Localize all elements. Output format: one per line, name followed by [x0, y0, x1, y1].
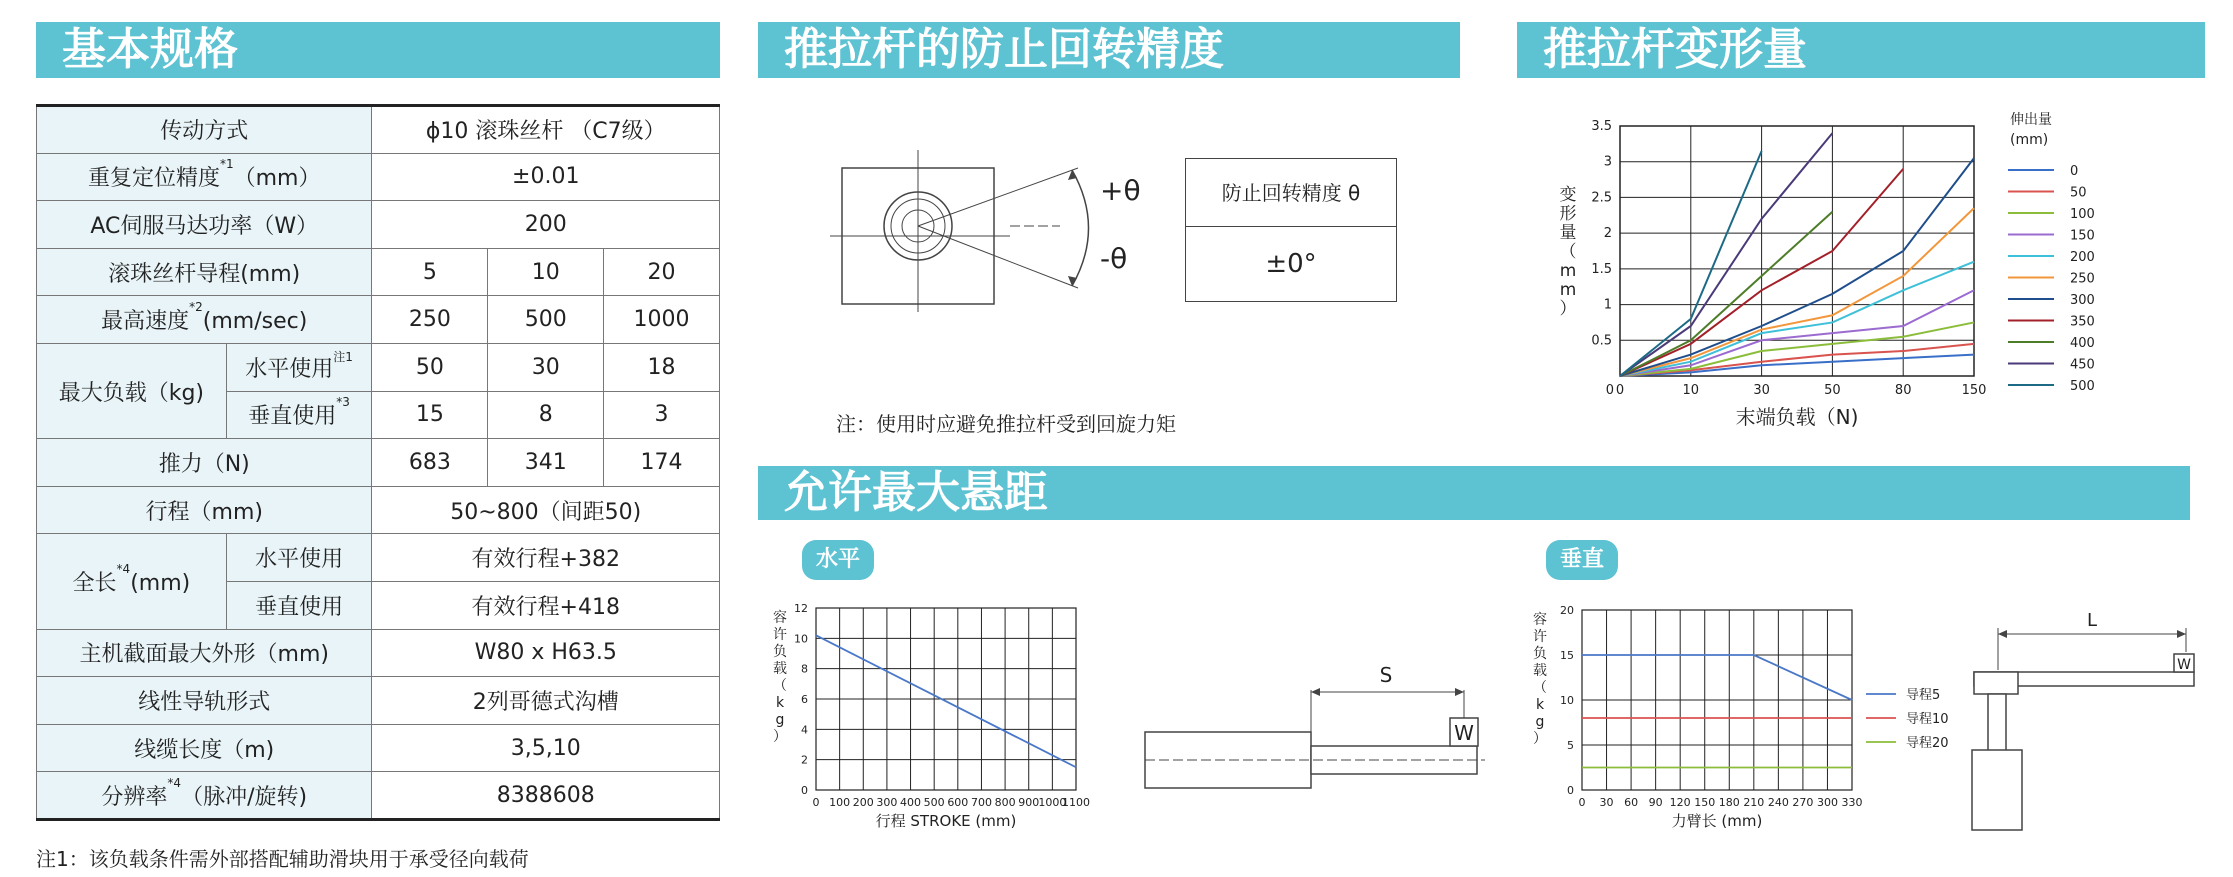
label-w: W: [2177, 657, 2191, 673]
y-axis-label-char: 变: [1559, 185, 1577, 205]
anti-rotation-diagram: [830, 140, 1150, 320]
horizontal-load-chart: [760, 590, 1140, 840]
y-axis-label-char: 许: [773, 627, 787, 643]
legend-label: 100: [2070, 207, 2095, 222]
motor-value: 200: [372, 201, 720, 249]
y-axis-label-char: ）: [1559, 299, 1577, 319]
footnote: 注1：该负载条件需外部搭配辅助滑块用于承受径向载荷: [36, 847, 529, 871]
x-tick-label: 30: [1599, 796, 1614, 809]
lead-5: 5: [372, 248, 488, 296]
speed-value: 500: [488, 296, 604, 344]
y-axis-label-char: m: [1559, 261, 1577, 281]
x-tick-label: 700: [970, 796, 992, 809]
x-tick-label: 80: [1894, 383, 1912, 398]
tag-vertical: 垂直: [1546, 540, 1618, 580]
vertical-overhang-diagram: [1960, 610, 2200, 840]
x-tick-label: 0: [812, 796, 820, 809]
legend-label: 500: [2070, 379, 2095, 394]
y-axis-label-char: 负: [1533, 646, 1547, 662]
x-tick-label: 300: [876, 796, 898, 809]
y-axis-label-char: 载: [1533, 663, 1547, 679]
y-tick-label: 20: [1560, 604, 1574, 617]
legend-label: 450: [2070, 357, 2095, 373]
s-arrow-right: [1455, 688, 1464, 696]
x-tick-label: 300: [1816, 796, 1838, 809]
vert-label: 垂直使用$^{*3}$: [226, 391, 372, 439]
length-label: 全长$^{*4}$(mm): [37, 534, 227, 629]
spec-table: [36, 104, 720, 821]
y-tick-label: 1.5: [1591, 261, 1612, 277]
tag-horizontal: 水平: [802, 540, 874, 580]
legend-label: 50: [2070, 185, 2087, 201]
y-axis-label-char: k: [1535, 697, 1545, 713]
vertical-load-chart: [1520, 590, 1960, 840]
x-tick-label: 1000: [1038, 796, 1067, 809]
thrust-value: 341: [488, 439, 604, 487]
y-tick-label: 3.5: [1591, 119, 1612, 134]
legend-title: (mm): [2010, 132, 2049, 148]
len-v-label: 垂直使用: [226, 581, 372, 629]
legend-label: 400: [2070, 336, 2095, 351]
x-tick-label: 150: [1694, 796, 1716, 809]
y-tick-label: 2: [1603, 226, 1612, 242]
y-tick-label: 0.5: [1591, 333, 1612, 349]
legend-label: 导程10: [1906, 712, 1949, 727]
y-axis-label-char: 容: [1533, 612, 1547, 628]
x-tick-label: 0: [1615, 383, 1625, 398]
y-axis-label-char: 容: [773, 610, 787, 626]
x-tick-label: 200: [852, 796, 874, 809]
y-axis-label-char: （: [1533, 680, 1547, 696]
x-tick-label: 120: [1669, 796, 1691, 809]
legend-label: 250: [2070, 271, 2095, 287]
angle-arc: [1072, 170, 1089, 286]
y-axis-label-char: 负: [773, 644, 787, 660]
guide-label: 线性导轨形式: [37, 677, 372, 725]
y-tick-label: 8: [801, 662, 808, 676]
len-h-label: 水平使用: [226, 534, 372, 582]
stroke-label: 行程（mm): [37, 486, 372, 534]
body-column: [1972, 750, 2022, 830]
y-axis-label-char: m: [1559, 280, 1577, 300]
lead-label: 滚珠丝杆导程(mm): [37, 248, 372, 296]
lead-20: 20: [604, 248, 720, 296]
legend-label: 300: [2070, 293, 2095, 308]
section-overhang: 允许最大悬距: [758, 466, 2190, 520]
legend-label: 150: [2070, 228, 2095, 244]
y-tick-label: 5: [1567, 739, 1574, 752]
y-axis-label-char: （: [773, 678, 787, 694]
len-v-value: 有效行程+418: [372, 581, 720, 629]
motor-label: AC伺服马达功率（W）: [37, 201, 372, 249]
section-deformation: 推拉杆变形量: [1517, 22, 2205, 78]
anti-rotation-note: 注：使用时应避免推拉杆受到回旋力矩: [836, 412, 1176, 436]
speed-label: 最高速度$^{*2}$(mm/sec): [37, 296, 372, 344]
horiz-value: 50: [372, 343, 488, 391]
section-value: W80 x H63.5: [372, 629, 720, 677]
drive-label: 传动方式: [37, 106, 372, 154]
x-tick-label: 180: [1718, 796, 1740, 809]
y-axis-label-char: ）: [1533, 731, 1547, 747]
thrust-label: 推力（N): [37, 439, 372, 487]
x-tick-label: 500: [923, 796, 945, 809]
x-tick-label: 50: [1824, 383, 1841, 398]
y-tick-label: 0: [1567, 784, 1574, 797]
y-tick-label: 2.5: [1591, 190, 1612, 206]
y-axis-label-char: ）: [773, 729, 787, 745]
cable-label: 线缆长度（m): [37, 724, 372, 772]
legend-label: 350: [2070, 314, 2095, 330]
l-arrow-right: [2177, 630, 2186, 638]
y-axis-label-char: 量: [1559, 223, 1577, 243]
x-axis-label: 力臂长 (mm): [1671, 812, 1763, 830]
y-axis-label-char: g: [1535, 714, 1545, 730]
legend-label: 0: [2070, 164, 2079, 179]
y-axis-label-char: （: [1559, 242, 1577, 262]
x-axis-label: 末端负载（N): [1735, 405, 1859, 429]
y-axis-label-char: 载: [773, 661, 787, 677]
y-tick-label: 1: [1603, 297, 1612, 313]
y-axis-label-char: 形: [1559, 204, 1577, 224]
x-tick-label: 210: [1743, 796, 1765, 809]
minus-theta: -θ: [1100, 242, 1128, 275]
horiz-value: 18: [604, 343, 720, 391]
horiz-label: 水平使用$^{注1}$: [226, 343, 372, 391]
resolution-value: 8388608: [372, 772, 720, 820]
y-tick-label: 10: [1560, 694, 1574, 707]
s-arrow-left: [1311, 688, 1320, 696]
lead-10: 10: [488, 248, 604, 296]
x-tick-label: 330: [1841, 796, 1863, 809]
y-axis-label-char: g: [775, 712, 785, 728]
x-tick-label: 0: [1578, 796, 1586, 809]
y-axis-label-char: 许: [1533, 629, 1547, 645]
horizontal-overhang-diagram: [1140, 660, 1490, 800]
legend-label: 导程20: [1906, 736, 1949, 751]
legend-title: 伸出量: [2010, 112, 2052, 128]
cable-value: 3,5,10: [372, 724, 720, 772]
y-tick-label: 3: [1603, 154, 1612, 170]
y-tick-label: 0: [801, 784, 808, 797]
vert-value: 8: [488, 391, 604, 439]
y-tick-label: 2: [801, 753, 808, 767]
x-tick-label: 240: [1767, 796, 1789, 809]
x-tick-label: 1100: [1062, 796, 1090, 809]
precision-box-value: ±0°: [1265, 249, 1317, 279]
y-tick-label: 4: [801, 723, 808, 737]
x-tick-label: 900: [1018, 796, 1040, 809]
legend-label: 200: [2070, 250, 2095, 265]
y-tick-label: 6: [801, 693, 808, 706]
plus-theta: +θ: [1100, 174, 1141, 207]
section-label: 主机截面最大外形（mm): [37, 629, 372, 677]
thrust-value: 683: [372, 439, 488, 487]
x-tick-label: 100: [829, 796, 851, 809]
vert-value: 15: [372, 391, 488, 439]
label-w: W: [1454, 721, 1474, 745]
resolution-label: 分辨率$^{*4}$（脉冲/旋转): [37, 772, 372, 820]
thrust-value: 174: [604, 439, 720, 487]
y-axis-label-char: k: [775, 695, 785, 711]
deformation-chart: [1540, 100, 2220, 440]
speed-value: 1000: [604, 296, 720, 344]
label-s: S: [1379, 663, 1393, 687]
vert-value: 3: [604, 391, 720, 439]
arm-mount: [1974, 672, 2018, 694]
label-l: L: [2086, 610, 2098, 631]
y-tick-label: 10: [794, 632, 808, 646]
guide-value: 2列哥德式沟槽: [372, 677, 720, 725]
legend-label: 导程5: [1906, 688, 1941, 703]
repeat-value: ±0.01: [372, 153, 720, 201]
x-tick-label: 800: [994, 796, 1016, 809]
stroke-value: 50~800（间距50): [372, 486, 720, 534]
x-tick-label: 90: [1648, 796, 1663, 809]
x-tick-label: 60: [1624, 796, 1639, 809]
x-tick-label: 30: [1753, 383, 1770, 398]
repeat-label: 重复定位精度$^{*1}$（mm）: [37, 153, 372, 201]
len-h-value: 有效行程+382: [372, 534, 720, 582]
maxload-label: 最大负载（kg): [37, 343, 227, 438]
precision-box: [1185, 158, 1397, 302]
x-tick-label: 400: [900, 796, 922, 809]
x-tick-label: 150: [1961, 383, 1987, 398]
section-anti-rotation: 推拉杆的防止回转精度: [758, 22, 1460, 78]
x-axis-label: 行程 STROKE (mm): [875, 812, 1017, 830]
x-tick-label: 600: [947, 796, 969, 809]
section-basic-specs: 基本规格: [36, 22, 720, 78]
horiz-value: 30: [488, 343, 604, 391]
y-tick-label: 12: [794, 602, 808, 615]
drive-value: ϕ10 滚珠丝杆 （C7级）: [372, 106, 720, 154]
speed-value: 250: [372, 296, 488, 344]
l-arrow-left: [1998, 630, 2007, 638]
precision-box-header: 防止回转精度 θ: [1186, 159, 1396, 227]
x-tick-label: 270: [1792, 796, 1814, 809]
y-tick-label: 15: [1560, 649, 1574, 662]
x-tick-label: 10: [1682, 383, 1700, 398]
origin-label: 0: [1605, 383, 1614, 398]
